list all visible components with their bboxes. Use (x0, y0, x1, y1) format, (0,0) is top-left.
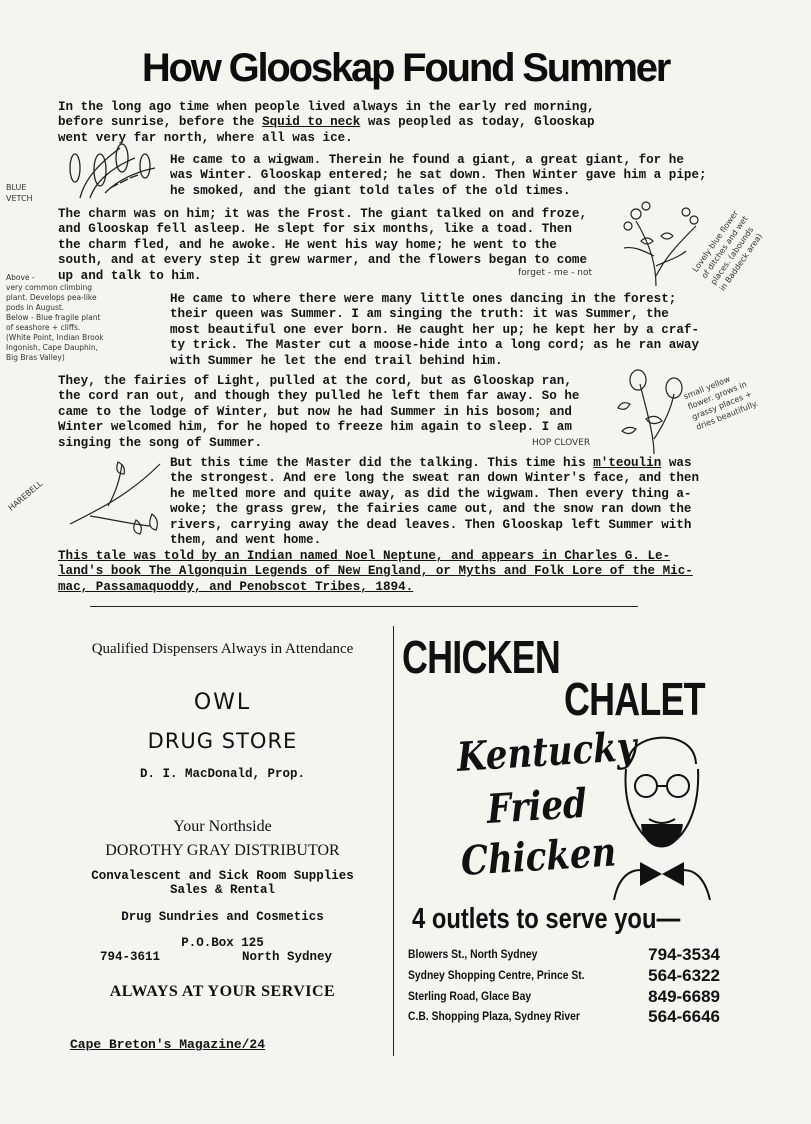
text-line: went very far north, where all was ice. (58, 130, 353, 145)
ad-chicken-script: Chicken (460, 828, 618, 885)
outlet-location: C.B. Shopping Plaza, Sydney River (408, 1011, 580, 1023)
text-line: ty trick. The Master cut a moose-hide into a long cord; as he ran away (170, 338, 700, 353)
outlet-phone: 564-6646 (648, 1007, 720, 1026)
ad-chalet: CHALET (564, 673, 705, 725)
vetch-sketch (60, 138, 170, 206)
article-title: How Glooskap Found Summer (141, 46, 670, 90)
ad-sundries: Drug Sundries and Cosmetics (121, 910, 324, 924)
ad-owl: OWL (193, 690, 252, 715)
text-line: singing the song of Summer. (58, 435, 263, 450)
text-line: the strongest. And ere long the sweat ran down Winter's face, and then (170, 471, 700, 486)
ad-chicken: CHICKEN (402, 631, 560, 683)
ad-always: ALWAYS AT YOUR SERVICE (109, 983, 336, 1000)
vetch-label: BLUE VETCH (6, 183, 33, 203)
paragraph-3 (58, 207, 587, 284)
paragraph-6 (170, 456, 699, 548)
text-line: He came to where there were many little ones dancing in the forest; (170, 292, 677, 306)
harebell-sketch (60, 454, 170, 538)
text-line: their queen was Summer. I am singing the truth: it was Summer, the (170, 307, 669, 322)
forget-me-not-sketch (616, 196, 706, 288)
ad-divider (393, 626, 394, 1056)
ad-kentucky: Kentucky (456, 722, 638, 781)
text-line: came to the lodge of Winter, but now he had Summer in his bosom; and (58, 404, 572, 419)
text-line: In the long ago time when people lived always in the early red morning, (58, 100, 595, 114)
text-line: But this time the Master did the talking. This time his m'teoulin was (170, 456, 692, 470)
outlet-phone: 564-6322 (648, 966, 720, 985)
ad-fried: Fried (486, 779, 588, 833)
text-line: before sunrise, before the Squid to neck was peopled as today, Glooskap (58, 115, 595, 130)
text-line: The charm was on him; it was the Frost. The giant talked on and froze, (58, 207, 588, 221)
outlet-phone: 849-6689 (648, 987, 720, 1006)
source-note (58, 549, 693, 595)
ad-town: North Sydney (242, 950, 333, 964)
text-line: rivers, carrying away the dead leaves. Then Glooskap left Summer with (170, 517, 692, 532)
forget-me-not-label: forget - me - not (518, 268, 592, 278)
ad-phone: 794-3611 (100, 950, 161, 964)
paragraph-2 (170, 153, 707, 199)
text-line: most beautiful one ever born. He caught her up; he kept her by a craf- (170, 322, 700, 337)
ad-northside: Your Northside (173, 818, 272, 835)
paragraph-4 (170, 292, 699, 369)
text-line: up and talk to him. (58, 268, 202, 283)
text-line: woke; the grass grew, the fairies came out, and the snow ran down the (170, 502, 692, 517)
outlet-location: Sydney Shopping Centre, Prince St. (408, 970, 585, 982)
text-line: the cord ran out, and though they pulled he left them far away. So he (58, 389, 580, 404)
ad-drug-store: DRUG STORE (147, 729, 298, 753)
text-line: with Summer he let the end trail behind him. (170, 353, 503, 368)
text-line: he smoked, and the giant told tales of the old times. (170, 183, 571, 198)
text-line: land's book The Algonquin Legends of New England, or Myths and Folk Lore of the Mic- (58, 564, 693, 579)
harebell-label: HAREBELL (6, 479, 45, 513)
text-line: them, and went home. (170, 533, 322, 548)
outlet-phone: 794-3534 (648, 945, 720, 964)
divider (90, 606, 638, 607)
text-line: and Glooskap fell asleep. He slept for six months, like a toad. Then (58, 222, 572, 237)
ad-sales-rental: Sales & Rental (169, 883, 276, 897)
text-line: They, the fairies of Light, pulled at the cord, but as Glooskap ran, (58, 374, 572, 388)
hop-clover-note: small yellow flower. grows in grassy places + dries beautifully. (682, 374, 760, 432)
hop-clover-sketch (616, 364, 690, 456)
hop-clover-label: HOP CLOVER (532, 438, 591, 448)
text-line: This tale was told by an Indian named Noel Neptune, and appears in Charles G. Le- (58, 549, 671, 563)
text-line: Winter welcomed him, for he hoped to freeze him again to sleep. I am (58, 420, 572, 435)
text-line: he melted more and quite away, as did the wigwam. Then every thing a- (170, 486, 692, 501)
text-line: mac, Passamaquoddy, and Penobscot Tribes, 1894. (58, 579, 414, 594)
footer-text: Cape Breton's Magazine/24 (70, 1037, 266, 1052)
ad-dispensers: Qualified Dispensers Always in Attendance (91, 641, 354, 657)
text-line: He came to a wigwam. Therein he found a giant, a great giant, for he (170, 153, 684, 167)
ad-proprietor: D. I. MacDonald, Prop. (139, 767, 306, 781)
forget-me-not-note: Lovely blue flower of ditches and wet places. (abounds in Baddeck area) (690, 208, 765, 293)
ad-convalescent: Convalescent and Sick Room Supplies (91, 869, 354, 883)
ad-outlets: 4 outlets to serve you— (412, 903, 681, 935)
paragraph-5 (58, 374, 579, 451)
ad-pobox: P.O.Box 125 (181, 936, 264, 950)
outlet-location: Blowers St., North Sydney (408, 949, 538, 961)
page-footer (70, 1037, 265, 1052)
text-line: the charm fled, and he awoke. He went his way home; he went to the (58, 237, 557, 252)
ad-dorothy-gray: DOROTHY GRAY DISTRIBUTOR (105, 842, 340, 859)
text-line: south, and at every step it grew warmer, and the flowers began to come (58, 253, 588, 268)
text-line: was Winter. Glooskap entered; he sat down. Then Winter gave him a pipe; (170, 168, 707, 183)
colonel-portrait (604, 724, 720, 900)
vetch-harebell-note: Above - very common climbing plant. Develops pea-like pods in August. Below - Blue fragile plant of seashore + cliffs. (White Point, Indian Brook Ingonish, Cape Dauphin, Big Bras Valley) (6, 273, 104, 362)
outlet-location: Sterling Road, Glace Bay (408, 991, 532, 1003)
